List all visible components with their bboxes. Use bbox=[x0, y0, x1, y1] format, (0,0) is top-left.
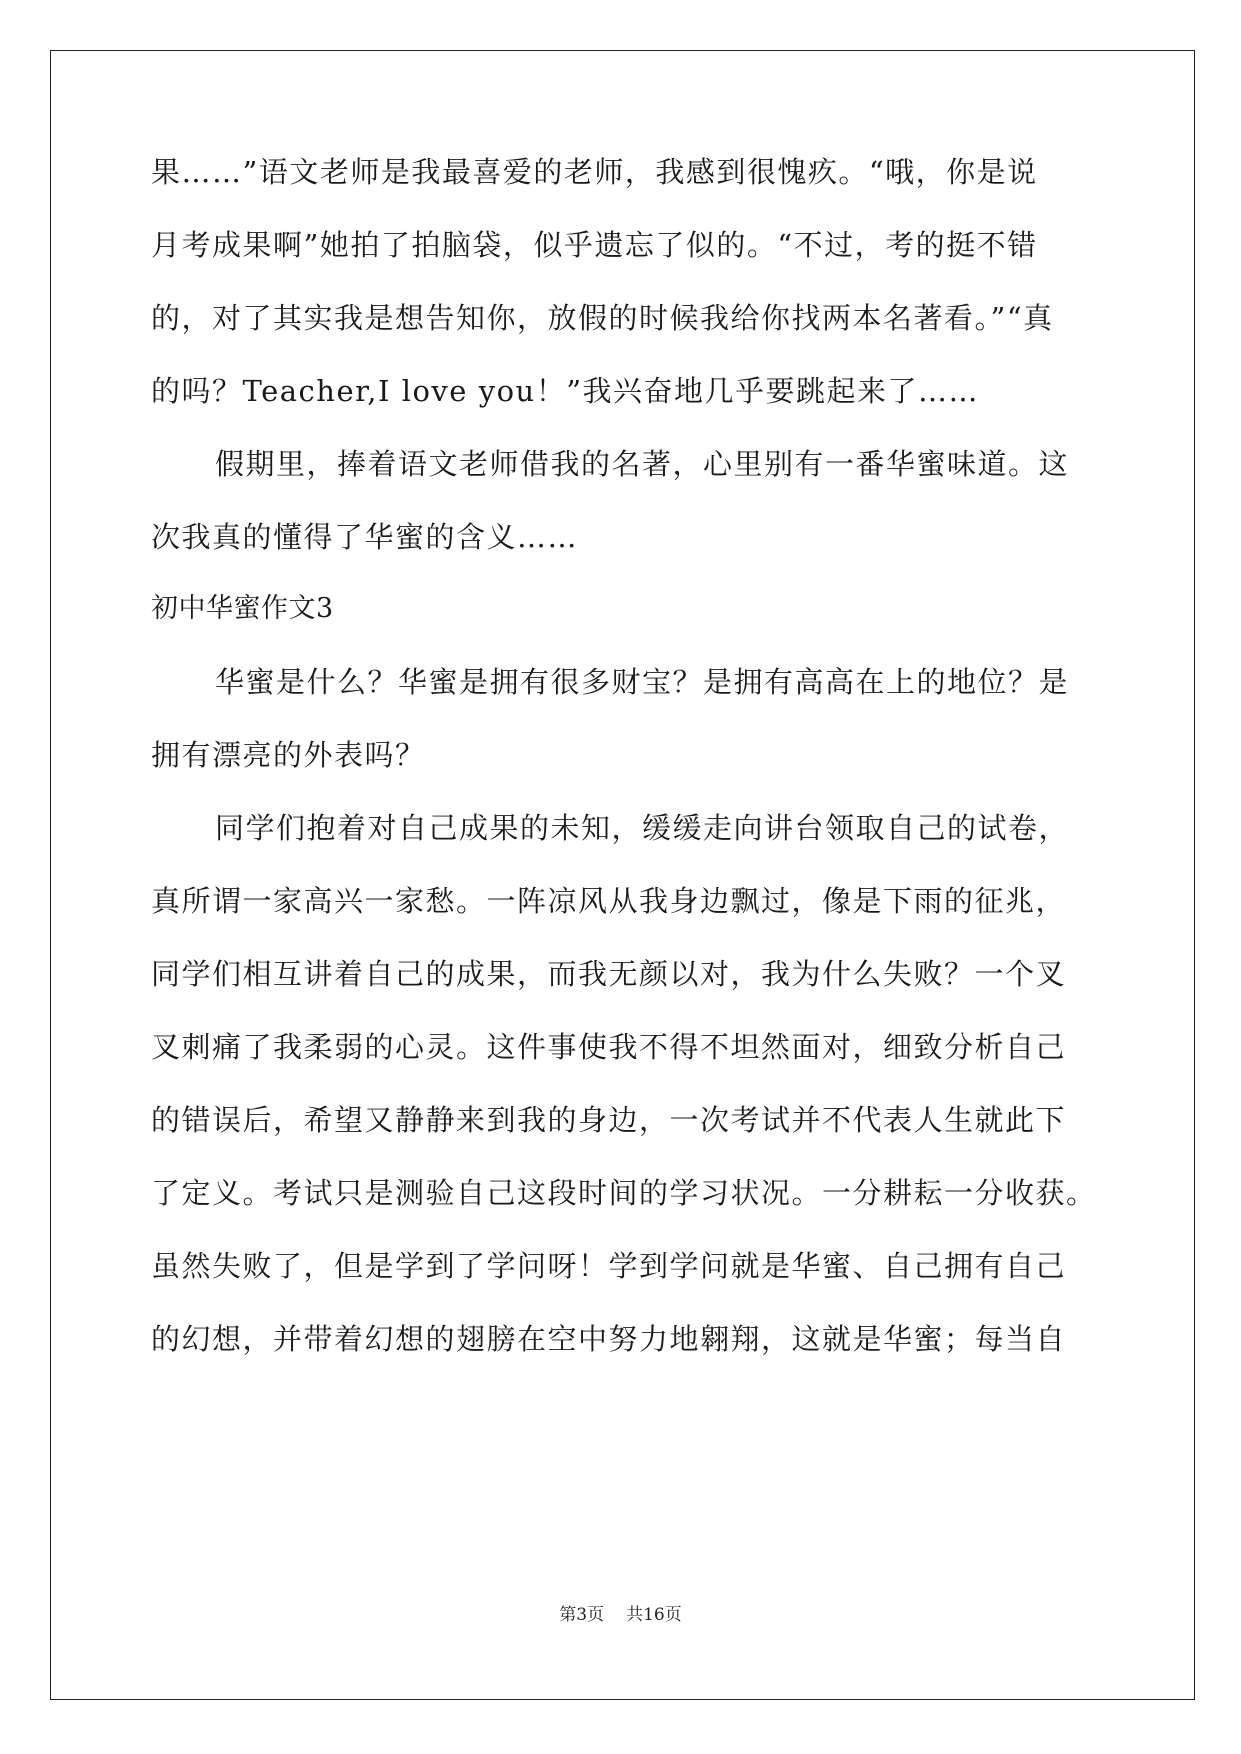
text-line: 假期里，捧着语文老师借我的名著，心里别有一番华蜜味道。这 bbox=[215, 447, 1070, 481]
text-line: 月考成果啊”她拍了拍脑袋，似乎遗忘了似的。“不过，考的挺不错 bbox=[151, 228, 1038, 262]
text-line: 次我真的懂得了华蜜的含义…… bbox=[151, 520, 579, 554]
text-line: 同学们相互讲着自己的成果，而我无颜以对，我为什么失败？一个叉 bbox=[151, 957, 1067, 991]
section-heading: 初中华蜜作文3 bbox=[151, 593, 334, 624]
text-line: 真所谓一家高兴一家愁。一阵凉风从我身边飘过，像是下雨的征兆， bbox=[151, 884, 1067, 918]
text-line: 的吗？Teacher,I love you！”我兴奋地几乎要跳起来了…… bbox=[151, 374, 980, 408]
total-pages-label: 共16页 bbox=[626, 1605, 682, 1625]
text-line: 叉刺痛了我柔弱的心灵。这件事使我不得不坦然面对，细致分析自己 bbox=[151, 1030, 1067, 1064]
text-line: 了定义。考试只是测验自己这段时间的学习状况。一分耕耘一分收获。 bbox=[151, 1176, 1097, 1210]
text-line: 华蜜是什么？华蜜是拥有很多财宝？是拥有高高在上的地位？是 bbox=[215, 665, 1070, 699]
text-line: 的错误后，希望又静静来到我的身边，一次考试并不代表人生就此下 bbox=[151, 1103, 1067, 1137]
text-line: 虽然失败了，但是学到了学问呀！学到学问就是华蜜、自己拥有自己 bbox=[151, 1249, 1067, 1283]
text-line: 的幻想，并带着幻想的翅膀在空中努力地翱翔，这就是华蜜；每当自 bbox=[151, 1322, 1067, 1356]
current-page-label: 第3页 bbox=[559, 1605, 605, 1625]
page-footer bbox=[0, 1603, 1241, 1627]
text-line: 果……”语文老师是我最喜爱的老师，我感到很愧疚。“哦，你是说 bbox=[151, 155, 1038, 189]
text-line: 的，对了其实我是想告知你，放假的时候我给你找两本名著看。”“真 bbox=[151, 301, 1054, 335]
text-line: 同学们抱着对自己成果的未知，缓缓走向讲台领取自己的试卷， bbox=[215, 811, 1070, 845]
text-line: 拥有漂亮的外表吗？ bbox=[151, 738, 426, 772]
